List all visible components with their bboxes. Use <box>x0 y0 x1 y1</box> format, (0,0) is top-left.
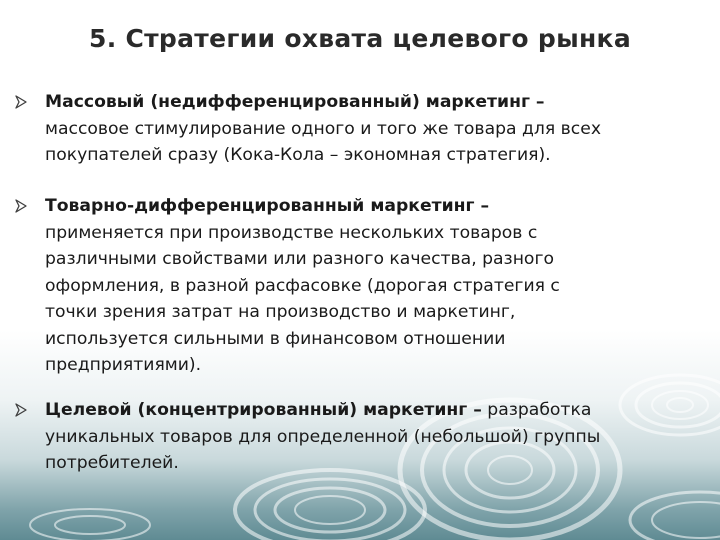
list-item-term: Массовый (недифференцированный) маркетинг – <box>45 92 545 112</box>
arrowhead-bullet-icon <box>15 403 27 417</box>
page-title: 5. Стратегии охвата целевого рынка <box>89 24 631 53</box>
arrowhead-bullet-icon <box>15 95 27 109</box>
list-item-term: Целевой (концентрированный) маркетинг – <box>45 400 482 420</box>
list-item-term: Товарно-дифференцированный маркетинг – <box>45 196 490 216</box>
list-item-text <box>45 89 695 169</box>
arrowhead-bullet-icon <box>15 199 27 213</box>
list-item-body: применяется при производстве нескольких товаров с различными свойствами или разного качества, разного оформления, в разной расфасовке (дорогая стратегия с точки зрения затрат на производство и маркетинг, используется сильными в финансовом отношении предприятиями). <box>45 222 560 375</box>
list-item-text <box>45 397 695 477</box>
list-item-text <box>45 193 695 379</box>
list-item-body: разработка уникальных товаров для определенной (небольшой) группы потребителей. <box>45 400 601 473</box>
list-item-body: массовое стимулирование одного и того же товара для всех покупателей сразу (Кока-Кола – экономная стратегия). <box>45 118 602 165</box>
